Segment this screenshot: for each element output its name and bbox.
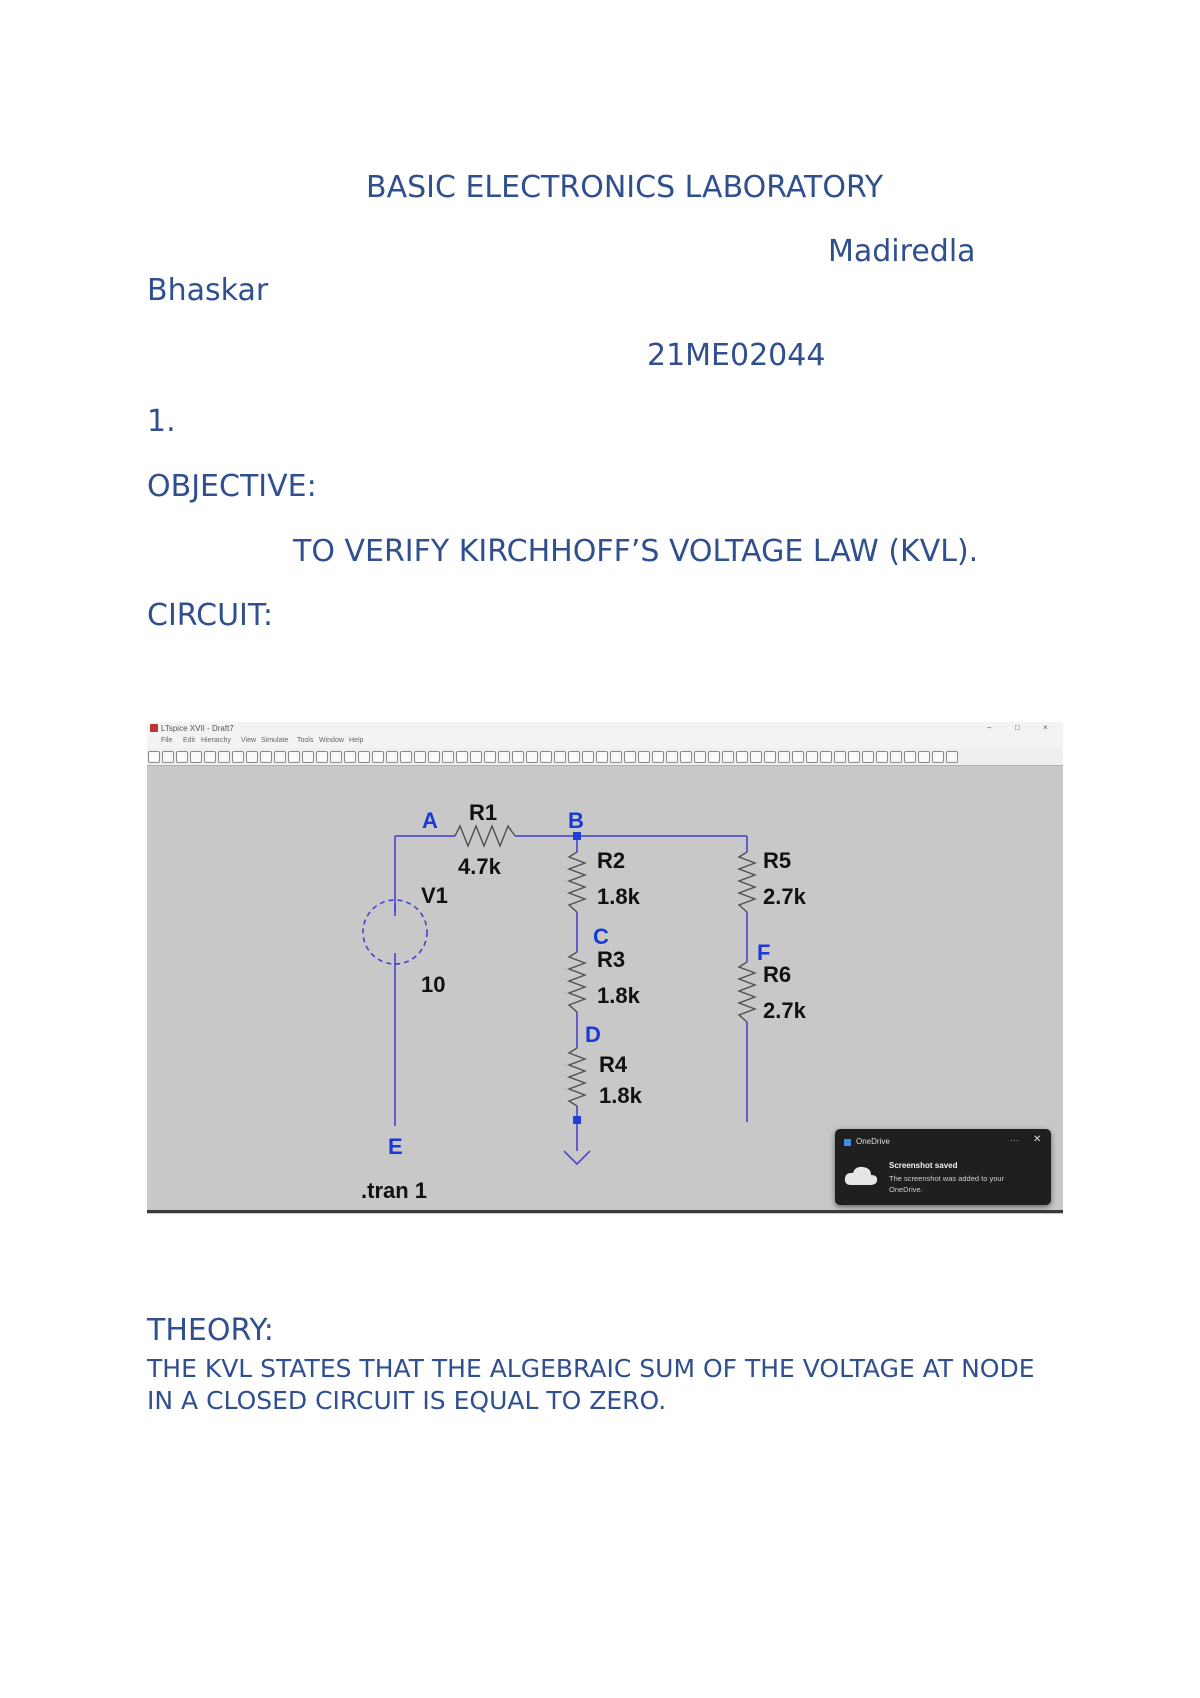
toolbar-button[interactable]	[582, 751, 594, 763]
toolbar-button[interactable]	[428, 751, 440, 763]
item-number: 1.	[147, 404, 176, 439]
toolbar-button[interactable]	[540, 751, 552, 763]
node-label-a: A	[422, 808, 438, 833]
toolbar-button[interactable]	[652, 751, 664, 763]
notification-title: Screenshot saved	[889, 1161, 958, 1170]
objective-text: TO VERIFY KIRCHHOFF’S VOLTAGE LAW (KVL).	[293, 534, 979, 569]
r1-name: R1	[469, 800, 498, 825]
toolbar-button[interactable]	[778, 751, 790, 763]
junction-gnd	[573, 1116, 581, 1124]
toolbar-button[interactable]	[526, 751, 538, 763]
toolbar-button[interactable]	[414, 751, 426, 763]
toolbar-button[interactable]	[246, 751, 258, 763]
toolbar-button[interactable]	[386, 751, 398, 763]
toolbar-button[interactable]	[442, 751, 454, 763]
toolbar-button[interactable]	[904, 751, 916, 763]
node-label-e: E	[388, 1134, 403, 1159]
r5-value: 2.7k	[763, 884, 806, 909]
toolbar-button[interactable]	[932, 751, 944, 763]
toolbar-button[interactable]	[568, 751, 580, 763]
menu-window[interactable]: Window	[319, 737, 344, 744]
menu-tools[interactable]: Tools	[297, 737, 314, 744]
toolbar-button[interactable]	[484, 751, 496, 763]
theory-text: THE KVL STATES THAT THE ALGEBRAIC SUM OF THE VOLTAGE AT NODE IN A CLOSED CIRCUIT IS EQUAL TO ZERO.	[147, 1354, 1035, 1415]
toolbar-button[interactable]	[834, 751, 846, 763]
menu-help[interactable]: Help	[349, 737, 364, 744]
toolbar-button[interactable]	[610, 751, 622, 763]
toolbar-button[interactable]	[288, 751, 300, 763]
resistor-r1	[455, 826, 515, 846]
toolbar-button[interactable]	[232, 751, 244, 763]
junction-b	[573, 832, 581, 840]
toolbar-button[interactable]	[554, 751, 566, 763]
node-label-c: C	[593, 924, 609, 949]
v1-value: 10	[421, 972, 446, 997]
toolbar-button[interactable]	[792, 751, 804, 763]
toolbar-button[interactable]	[260, 751, 272, 763]
toolbar-button[interactable]	[330, 751, 342, 763]
cloud-icon	[843, 1163, 879, 1187]
toolbar-button[interactable]	[176, 751, 188, 763]
r4-value: 1.8k	[599, 1083, 642, 1108]
menu-view[interactable]: View	[241, 737, 257, 744]
notification-more-icon[interactable]: ···	[1010, 1135, 1019, 1145]
toolbar-button[interactable]	[218, 751, 230, 763]
r1-value: 4.7k	[458, 854, 501, 879]
toolbar-button[interactable]	[204, 751, 216, 763]
toolbar-button[interactable]	[862, 751, 874, 763]
toolbar-button[interactable]	[722, 751, 734, 763]
toolbar-button[interactable]	[596, 751, 608, 763]
close-button[interactable]: ×	[1043, 723, 1048, 732]
circuit-heading: CIRCUIT:	[147, 598, 274, 633]
minimize-button[interactable]: –	[987, 723, 992, 732]
toolbar-button[interactable]	[274, 751, 286, 763]
toolbar-button[interactable]	[190, 751, 202, 763]
roll-number: 21ME02044	[647, 338, 826, 373]
toolbar-button[interactable]	[470, 751, 482, 763]
screenshot-bottom-border	[147, 1210, 1063, 1213]
toolbar-button[interactable]	[750, 751, 762, 763]
objective-heading: OBJECTIVE:	[147, 469, 317, 504]
toolbar-button[interactable]	[666, 751, 678, 763]
toolbar-button[interactable]	[344, 751, 356, 763]
student-last-name: Bhaskar	[147, 273, 269, 308]
doc-title: BASIC ELECTRONICS LABORATORY	[366, 170, 884, 205]
r3-name: R3	[597, 947, 626, 972]
menu-file[interactable]: File	[161, 737, 173, 744]
node-label-f: F	[757, 940, 771, 965]
resistor-r2	[569, 852, 585, 912]
r3-value: 1.8k	[597, 983, 640, 1008]
ground-symbol	[564, 1151, 590, 1164]
toolbar-button[interactable]	[764, 751, 776, 763]
r2-value: 1.8k	[597, 884, 640, 909]
toolbar-button[interactable]	[946, 751, 958, 763]
toolbar-button[interactable]	[624, 751, 636, 763]
toolbar-button[interactable]	[372, 751, 384, 763]
toolbar-button[interactable]	[694, 751, 706, 763]
r2-name: R2	[597, 848, 626, 873]
toolbar-button[interactable]	[302, 751, 314, 763]
app-icon	[150, 724, 158, 732]
node-label-b: B	[568, 808, 584, 833]
toolbar-button[interactable]	[680, 751, 692, 763]
r6-value: 2.7k	[763, 998, 806, 1023]
r4-name: R4	[599, 1052, 628, 1077]
window-titlebar	[147, 722, 1063, 736]
notification-close-icon[interactable]: ✕	[1033, 1134, 1042, 1145]
ltspice-screenshot	[147, 722, 1063, 1214]
menu-hierarchy[interactable]: Hierarchy	[201, 737, 231, 744]
spice-directive: .tran 1	[361, 1178, 428, 1203]
menu-bar	[147, 736, 1063, 748]
r5-name: R5	[763, 848, 792, 873]
theory-heading: THEORY:	[147, 1313, 274, 1348]
toolbar-button[interactable]	[456, 751, 468, 763]
toolbar-button[interactable]	[736, 751, 748, 763]
resistor-r6	[739, 962, 755, 1022]
toolbar-button[interactable]	[638, 751, 650, 763]
toolbar-button[interactable]	[890, 751, 902, 763]
toolbar-button[interactable]	[512, 751, 524, 763]
toolbar-button[interactable]	[316, 751, 328, 763]
resistor-r3	[569, 952, 585, 1012]
onedrive-small-icon	[844, 1139, 851, 1146]
r6-name: R6	[763, 962, 792, 987]
toolbar-button[interactable]	[358, 751, 370, 763]
toolbar-button[interactable]	[876, 751, 888, 763]
toolbar-button[interactable]	[148, 751, 160, 763]
menu-simulate[interactable]: Simulate	[261, 737, 289, 744]
student-first-name: Madiredla	[828, 234, 976, 269]
notification-app-name: OneDrive	[856, 1137, 890, 1146]
node-label-d: D	[585, 1022, 601, 1047]
toolbar-button[interactable]	[708, 751, 720, 763]
onedrive-notification[interactable]	[835, 1129, 1051, 1205]
toolbar-button[interactable]	[820, 751, 832, 763]
resistor-r5	[739, 852, 755, 912]
toolbar-button[interactable]	[848, 751, 860, 763]
v1-name: V1	[421, 883, 448, 908]
toolbar-button[interactable]	[162, 751, 174, 763]
toolbar-button[interactable]	[498, 751, 510, 763]
toolbar-button[interactable]	[806, 751, 818, 763]
toolbar-button[interactable]	[400, 751, 412, 763]
toolbar	[147, 748, 1063, 766]
notification-body: The screenshot was added to your OneDrive.	[889, 1174, 1005, 1194]
toolbar-button[interactable]	[918, 751, 930, 763]
maximize-button[interactable]: □	[1015, 723, 1020, 732]
menu-edit[interactable]: Edit	[183, 737, 196, 744]
window-title: LTspice XVII - Draft7	[161, 724, 234, 733]
resistor-r4	[569, 1048, 585, 1106]
